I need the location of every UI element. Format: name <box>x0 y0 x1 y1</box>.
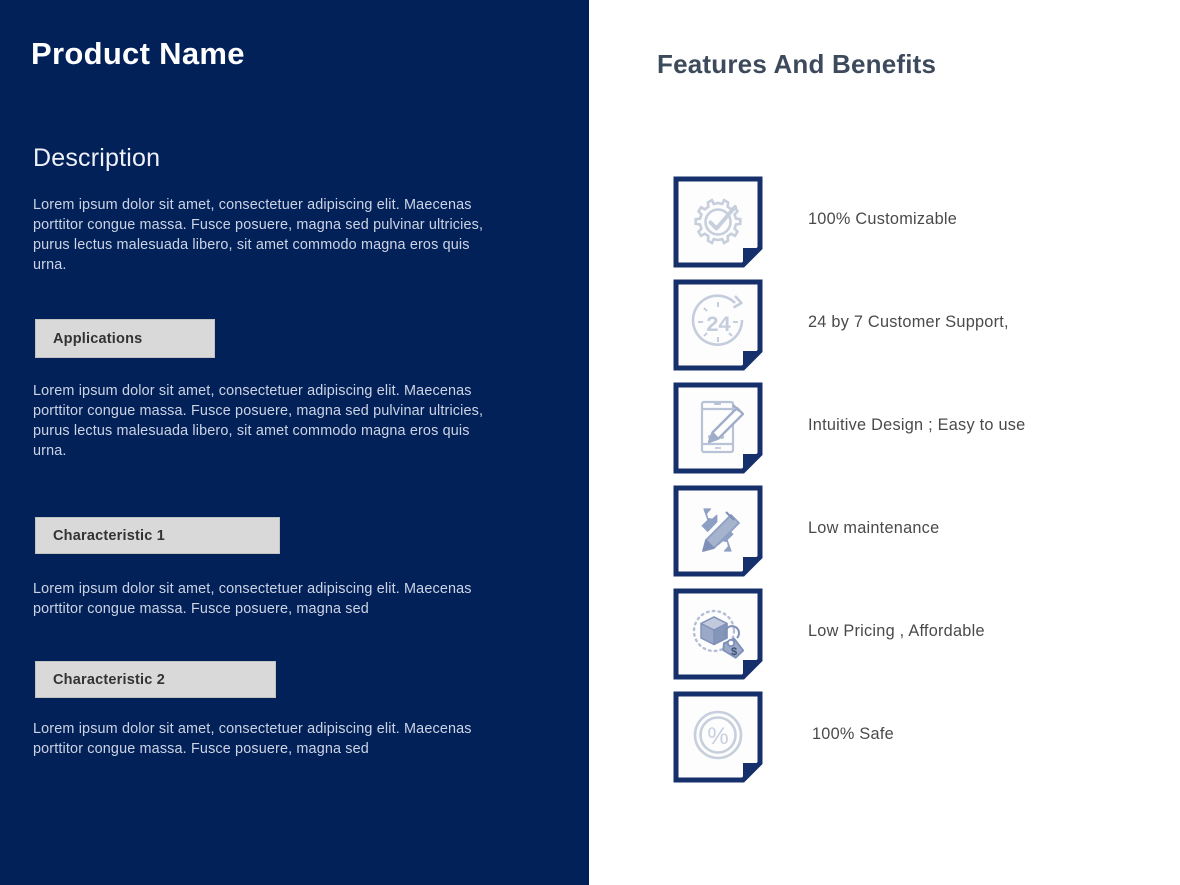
feature-item <box>589 382 1180 485</box>
page-title: Product Name <box>31 36 245 71</box>
description-heading: Description <box>33 144 161 172</box>
characteristic-1-tag <box>35 517 280 554</box>
applications-tag-label: Applications <box>53 330 143 347</box>
characteristic-2-tag <box>35 661 276 698</box>
left-info-panel <box>0 0 589 885</box>
features-list <box>589 176 1180 794</box>
characteristic-2-tag-label: Characteristic 2 <box>53 671 166 688</box>
feature-item <box>589 176 1180 279</box>
characteristic-1-tag-label: Characteristic 1 <box>53 527 166 544</box>
feature-item <box>589 588 1180 691</box>
feature-item <box>589 691 1180 794</box>
tablet-stylus-icon <box>673 382 763 474</box>
svg-text:%: % <box>707 723 729 750</box>
feature-label: Intuitive Design ; Easy to use <box>808 416 1026 434</box>
feature-label: 100% Customizable <box>808 210 958 228</box>
svg-text:24: 24 <box>705 313 731 338</box>
wrench-screwdriver-icon <box>673 485 763 577</box>
features-panel <box>589 0 1180 885</box>
feature-label: 100% Safe <box>812 725 894 743</box>
feature-label: Low maintenance <box>808 519 940 537</box>
svg-text:$: $ <box>730 646 738 658</box>
characteristic-1-body-text: Lorem ipsum dolor sit amet, consectetuer adipiscing elit. Maecenas porttitor congue massa. Fusce posuere, magna sed <box>33 581 472 617</box>
feature-item <box>589 279 1180 382</box>
feature-item <box>589 485 1180 588</box>
box-price-tag-icon <box>673 588 763 680</box>
applications-body-text: Lorem ipsum dolor sit amet, consectetuer adipiscing elit. Maecenas porttitor congue massa. Fusce posuere, magna sed pulvinar ultricies, purus lectus malesuada libero, sit amet commodo magna eros quis urna. <box>33 383 484 459</box>
description-body-text: Lorem ipsum dolor sit amet, consectetuer adipiscing elit. Maecenas porttitor congue massa. Fusce posuere, magna sed pulvinar ultricies, purus lectus malesuada libero, sit amet commodo magna eros quis urna. <box>33 197 484 273</box>
feature-label: Low Pricing , Affordable <box>808 622 985 640</box>
characteristic-2-body-text: Lorem ipsum dolor sit amet, consectetuer adipiscing elit. Maecenas porttitor congue massa. Fusce posuere, magna sed <box>33 721 472 757</box>
clock-24-icon <box>673 279 763 371</box>
gear-check-icon <box>673 176 763 268</box>
feature-label: 24 by 7 Customer Support, <box>808 313 1009 331</box>
percent-circle-icon <box>673 691 763 783</box>
applications-tag <box>35 319 215 358</box>
features-heading: Features And Benefits <box>657 49 937 79</box>
